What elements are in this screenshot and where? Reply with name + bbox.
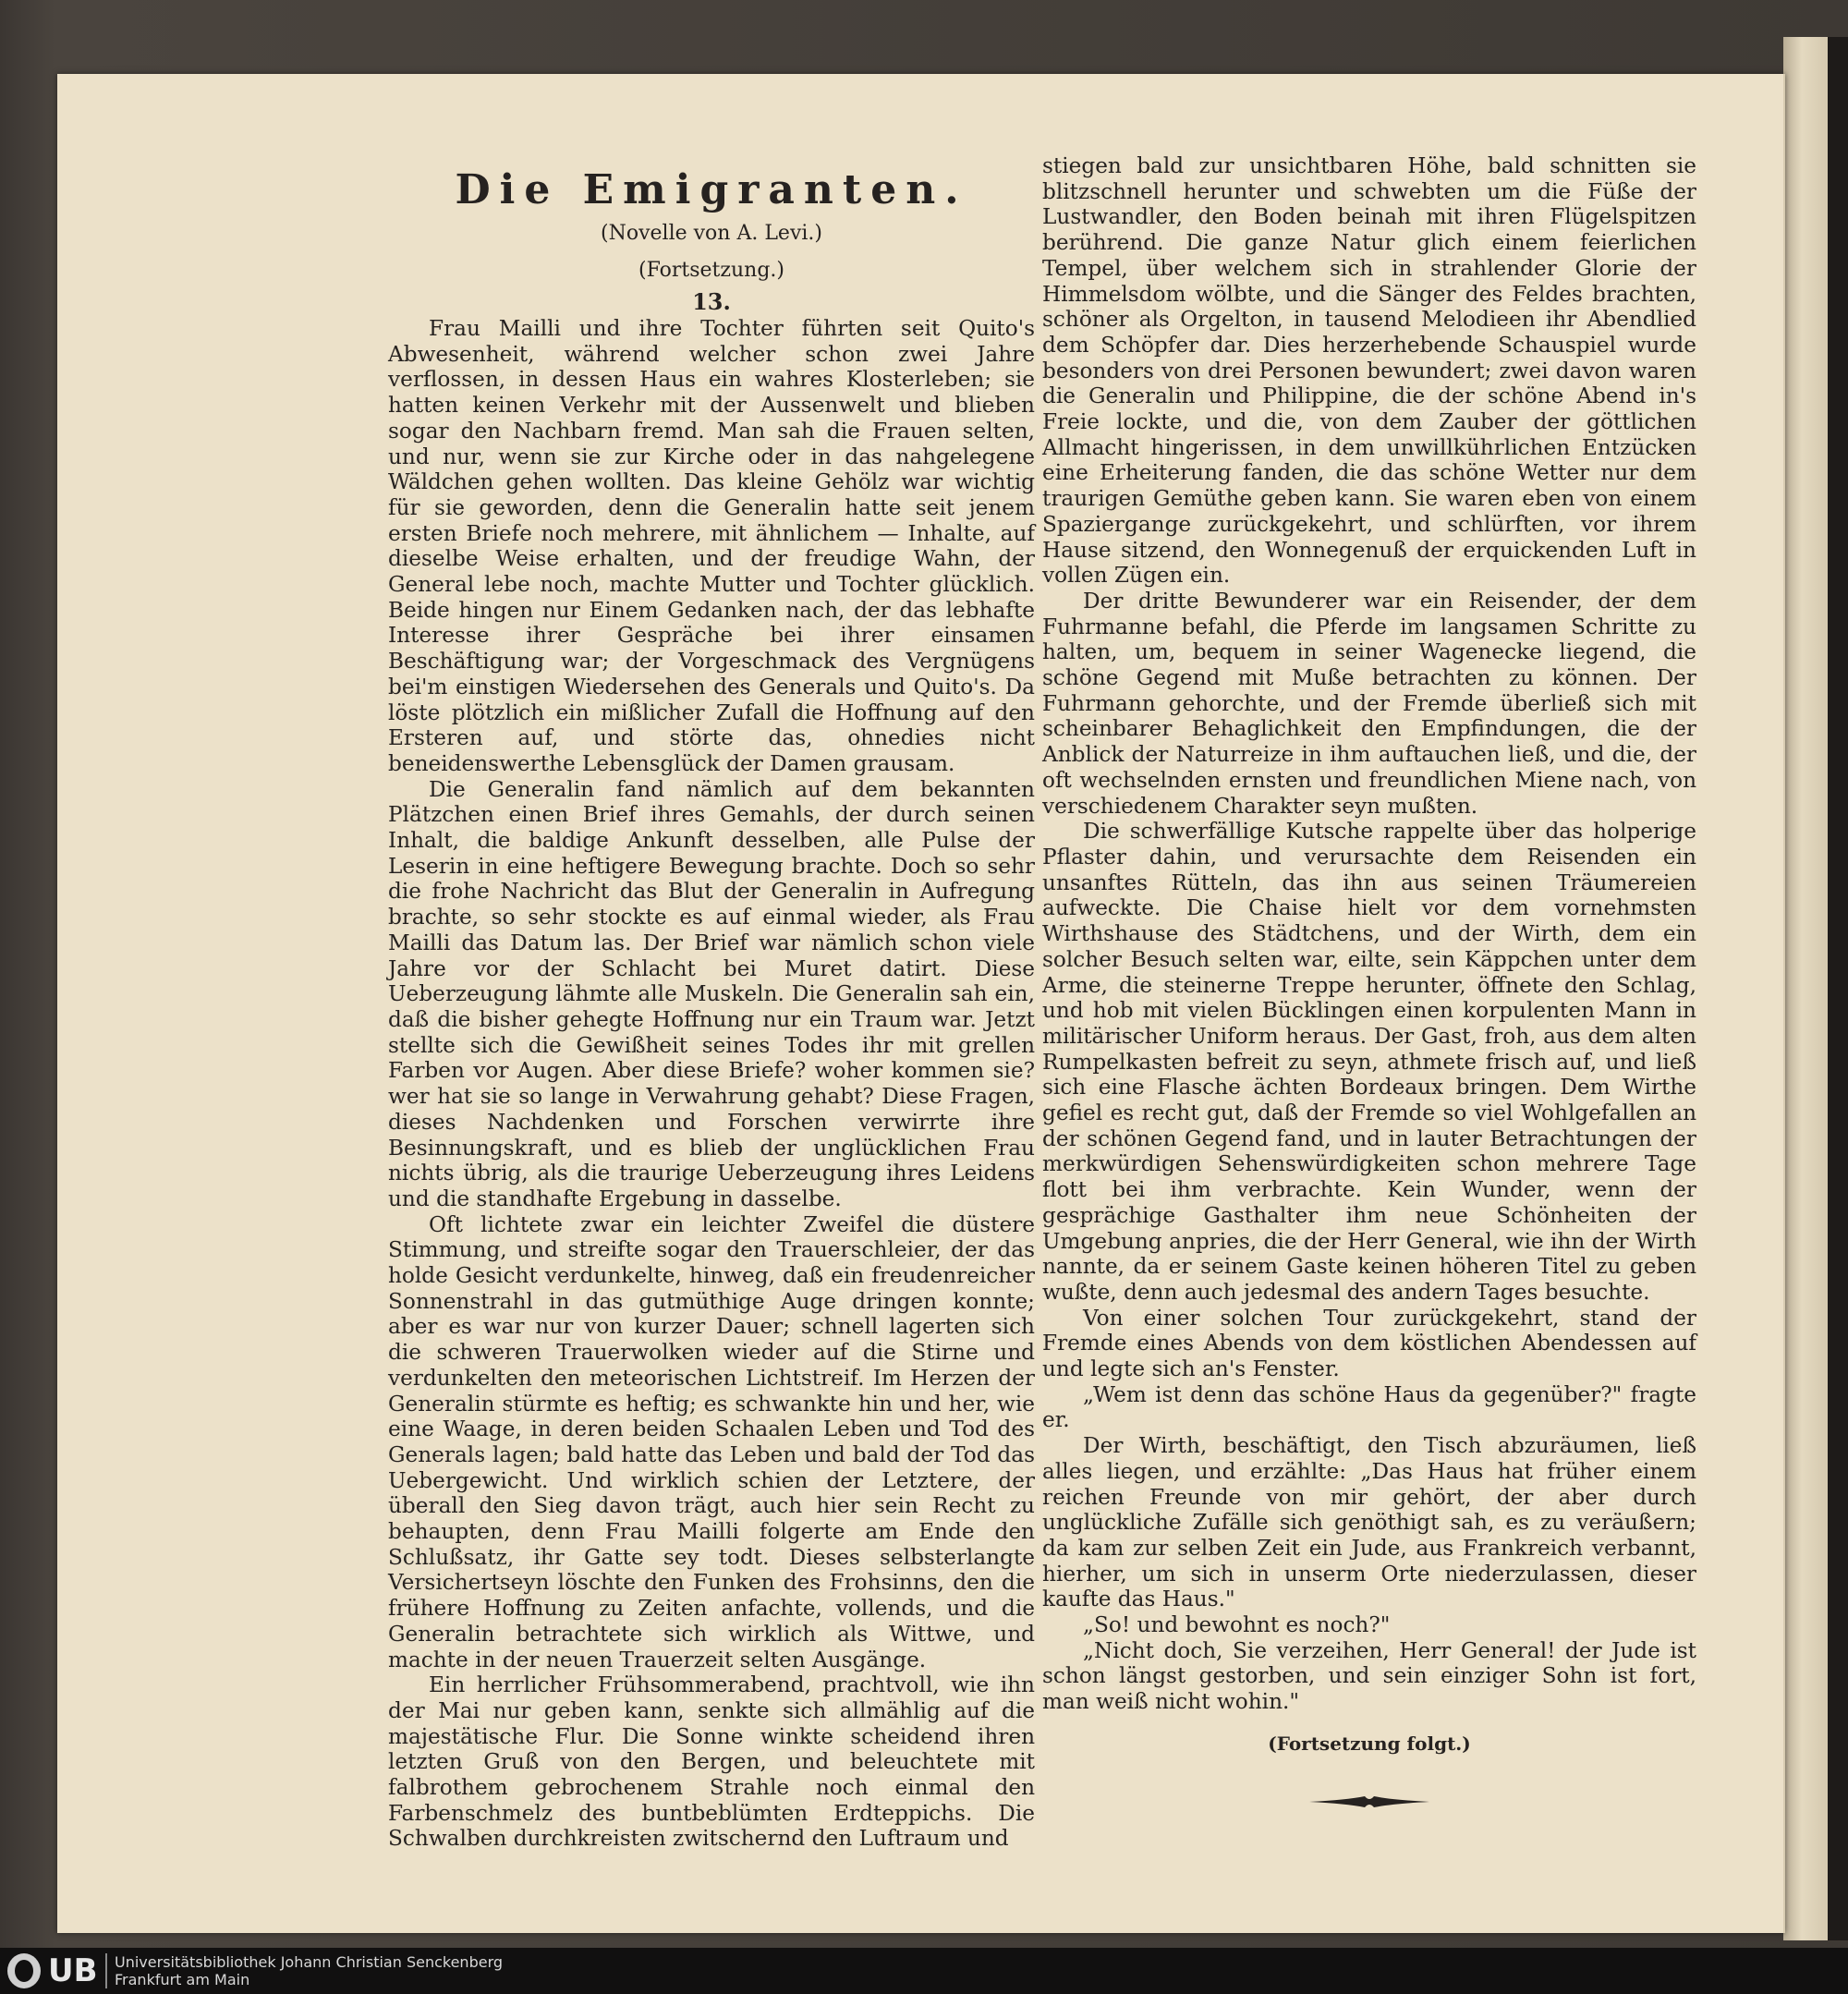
to-be-continued: (Fortsetzung folgt.) (1268, 1732, 1471, 1755)
article-subtitle: (Novelle von A. Levi.) (601, 222, 822, 245)
paragraph: Von einer solchen Tour zurückgekehrt, stand der Fremde eines Abends von dem köstlichen Abendessen auf und legte sich an's Fenster. (1042, 1305, 1696, 1382)
scan-border-right (1828, 37, 1848, 1940)
column-left (388, 166, 1035, 1852)
paragraph: Oft lichtete zwar ein leichter Zweifel die düstere Stimmung, und streifte sogar den Trauerschleier, der das holde Gesicht verdunkelte, hinweg, daß ein freudenreicher Sonnenstrahl in das gutmüthige Auge dringen konnte; aber es war nur von kurzer Dauer; schnell lagerten sich die schweren Trauerwolken wieder auf die Stirne und verdunkelten den meteorischen Lichtstreif. Im Herzen der Generalin stürmte es heftig; es schwankte hin und her, wie eine Waage, in deren beiden Schaalen Leben und Tod des Generals lagen; bald hatte das Leben und bald der Tod das Uebergewicht. Und wirklich schien der Letztere, der überall den Sieg davon trägt, auch hier sein Recht zu behaupten, denn Frau Mailli folgerte am Ende den Schlußsatz, ihr Gatte sey todt. Dieses selbsterlangte Versichertseyn löschte den Funken des Frohsinns, den die frühere Hoffnung zu Zeiten anfachte, vollends, und die Generalin betrachtete sich wirklich als Wittwe, und machte in der neuen Trauerzeit selten Ausgänge. (388, 1211, 1035, 1672)
next-page-edge (1783, 37, 1830, 1940)
ornament-divider-icon (1309, 1794, 1429, 1809)
chapter-number: 13. (692, 288, 731, 315)
continuation-note: (Fortsetzung.) (638, 259, 784, 282)
library-logo: UB (48, 1952, 98, 1989)
library-seal-icon (7, 1953, 41, 1988)
paragraph: „Wem ist denn das schöne Haus da gegenüber?" fragte er. (1042, 1381, 1696, 1433)
paragraph: Der Wirth, beschäftigt, den Tisch abzuräumen, ließ alles liegen, und erzählte: „Das Haus hat früher einem reichen Freunde von mir gehört, der aber durch unglückliche Zufälle sich genöthigt sah, es zu veräußern; da kam zur selben Zeit ein Jude, aus Frankreich verbannt, hierher, um sich in unserm Orte niederzulassen, dieser kaufte das Haus." (1042, 1433, 1696, 1612)
paragraph: „So! und bewohnt es noch?" (1083, 1612, 1391, 1638)
paragraph: Die Generalin fand nämlich auf dem bekannten Plätzchen einen Brief ihres Gemahls, der durch seinen Inhalt, die baldige Ankunft desselben, alle Pulse der Leserin in eine heftigere Bewegung brachte. Doch so sehr die frohe Nachricht das Blut der Generalin in Aufregung brachte, so sehr stockte es auf einmal wieder, als Frau Mailli das Datum las. Der Brief war nämlich schon viele Jahre vor der Schlacht bei Muret datirt. Diese Ueberzeugung lähmte alle Muskeln. Die Generalin sah ein, daß die bisher gehegte Hoffnung nur ein Traum war. Jetzt stellte sich die Gewißheit seines Todes ihr mit grellen Farben vor Augen. Aber diese Briefe? woher kommen sie? wer hat sie so lange in Verwahrung gehabt? Diese Fragen, dieses Nachdenken und Forschen verwirrte ihre Besinnungskraft, und es blieb der unglücklichen Frau nichts übrig, als die traurige Ueberzeugung ihres Leidens und die standhafte Ergebung in dasselbe. (388, 776, 1035, 1211)
paragraph: Frau Mailli und ihre Tochter führten seit Quito's Abwesenheit, während welcher schon zwei Jahre verflossen, in dessen Haus ein wahres Klosterleben; sie hatten keinen Verkehr mit der Aussenwelt und blieben sogar den Nachbarn fremd. Man sah die Frauen selten, und nur, wenn sie zur Kirche oder in das nahgelegene Wäldchen gehen wollten. Das kleine Gehölz war wichtig für sie geworden, denn die Generalin hatte seit jenem ersten Briefe noch mehrere, mit ähnlichem — Inhalte, auf dieselbe Weise erhalten, und der freudige Wahn, der General lebe noch, machte Mutter und Tochter glücklich. Beide hingen nur Einem Gedanken nach, der das lebhafte Interesse ihrer Gespräche bei ihrer einsamen Beschäftigung war; der Vorgeschmack des Vergnügens bei'm einstigen Wiedersehen des Generals und Quito's. Da löste plötzlich ein mißlicher Zufall die Hoffnung auf den Ersteren auf, und störte das, ohnedies nicht beneidenswerthe Lebensglück der Damen grausam. (388, 316, 1035, 776)
paragraph: Ein herrlicher Frühsommerabend, prachtvoll, wie ihn der Mai nur geben kann, senkte sich allmählig auf die majestätische Flur. Die Sonne winkte scheidend ihren letzten Gruß von den Bergen, und beleuchtete mit falbrothem gebrochenem Strahle noch einmal den Farbenschmelz des buntbeblümten Erdteppichs. Die Schwalben durchkreisten zwitschernd den Luftraum und (388, 1672, 1035, 1852)
paragraph: „Nicht doch, Sie verzeihen, Herr General! der Jude ist schon längst gestorben, und sein einziger Sohn ist fort, man weiß nicht wohin." (1042, 1637, 1696, 1715)
logo-divider (105, 1953, 107, 1988)
library-name: Universitätsbibliothek Johann Christian Senckenberg (115, 1953, 504, 1971)
library-footer (0, 1948, 1848, 1994)
column-right (1042, 153, 1696, 1809)
paragraph: stiegen bald zur unsichtbaren Höhe, bald schnitten sie blitzschnell herunter und schwebten um die Füße der Lustwandler, den Boden beinah mit ihren Flügelspitzen berührend. Die ganze Natur glich einem feierlichen Tempel, über welchem sich in strahlender Glorie der Himmelsdom wölbte, und die Sänger des Feldes brachten, schöner als Orgelton, in tausend Melodieen ihr Abendlied dem Schöpfer dar. Dies herzerhebende Schauspiel wurde besonders von drei Personen bewundert; zwei davon waren die Generalin und Philippine, die der schöne Abend in's Freie lockte, und die, von dem Zauber der göttlichen Allmacht hingerissen, in dem unwillkührlichen Entzücken eine Erheiterung fanden, die das schöne Wetter nur dem traurigen Gemüthe geben kann. Sie waren eben von einem Spaziergange zurückgekehrt, und schlürften, vor ihrem Hause sitzend, den Wonnegenuß der erquickenden Luft in vollen Zügen ein. (1042, 153, 1696, 589)
article-title: Die Emigranten. (455, 166, 968, 213)
paragraph: Der dritte Bewunderer war ein Reisender, der dem Fuhrmanne befahl, die Pferde im langsamen Schritte zu halten, um, bequem in seiner Wagenecke liegend, die schöne Gegend mit Muße betrachten zu können. Der Fuhrmann gehorchte, und der Fremde überließ sich mit scheinbarer Behaglichkeit den Empfindungen, die der Anblick der Naturreize in ihm auftauchen ließ, und die, der oft wechselnden ernsten und freundlichen Miene nach, von verschiedenem Charakter seyn mußten. (1042, 588, 1696, 819)
library-location: Frankfurt am Main (115, 1971, 250, 1988)
paragraph: Die schwerfällige Kutsche rappelte über das holperige Pflaster dahin, und verursachte dem Reisenden ein unsanftes Rütteln, das ihn aus seinen Träumereien aufweckte. Die Chaise hielt vor dem vornehmsten Wirthshause des Städtchens, und der Wirth, dem ein solcher Besuch selten war, eilte, sein Käppchen unter dem Arme, die steinerne Treppe herunter, öffnete den Schlag, und hob mit vielen Bücklingen einen korpulenten Mann in militärischer Uniform heraus. Der Gast, froh, aus dem alten Rumpelkasten befreit zu seyn, athmete frisch auf, und ließ sich eine Flasche ächten Bordeaux bringen. Dem Wirthe gefiel es recht gut, daß der Fremde so viel Wohlgefallen an der schönen Gegend fand, und in lauter Betrachtungen der merkwürdigen Sehenswürdigkeiten schon mehrere Tage flott bei ihm verbrachte. Kein Wunder, wenn der gesprächige Gasthalter ihm neue Schönheiten der Umgebung anpries, die der Herr General, wie ihn der Wirth nannte, da er seinem Gaste keinen höheren Titel zu geben wußte, denn auch jedesmal des andern Tages besuchte. (1042, 819, 1696, 1305)
